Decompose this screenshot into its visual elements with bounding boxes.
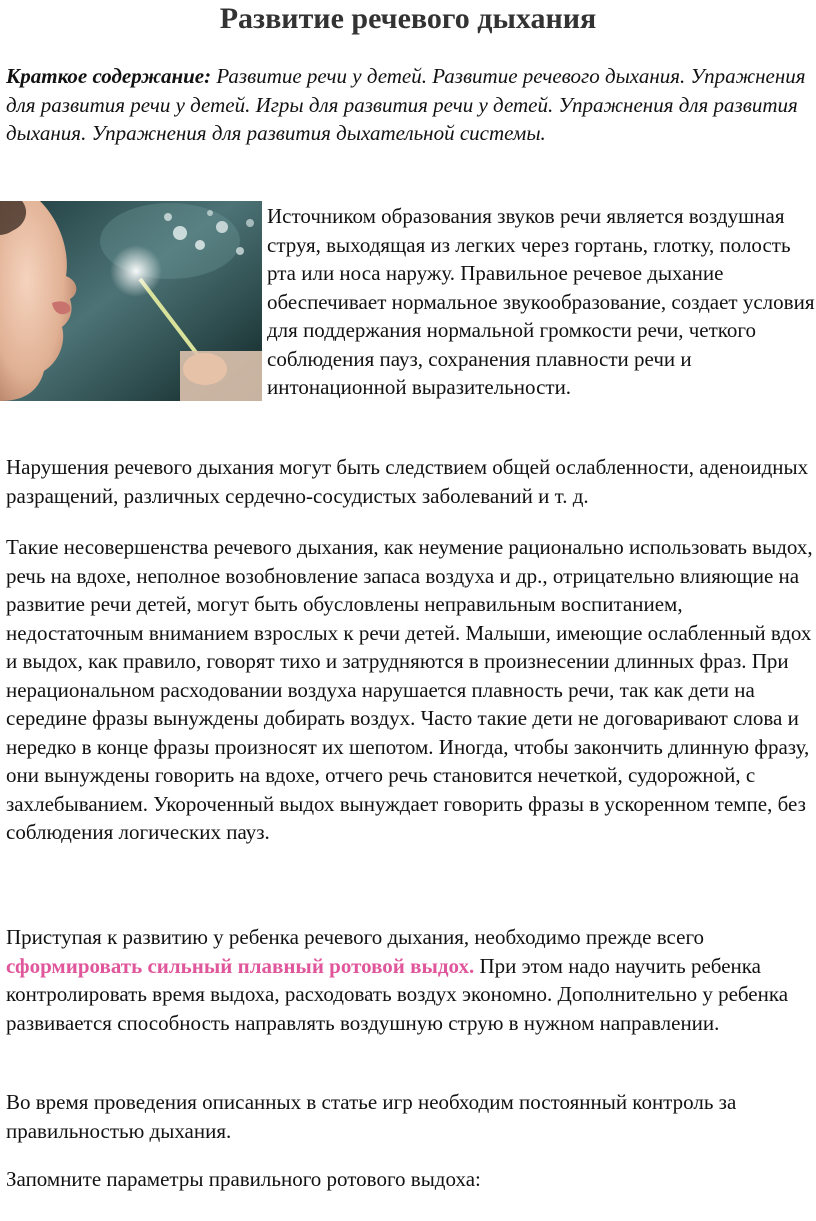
highlighted-phrase: сформировать сильный плавный ротовой выдох.: [6, 953, 475, 978]
summary-label: Краткое содержание:: [6, 64, 212, 88]
photo-illustration: [0, 201, 262, 401]
paragraph-5: Запомните параметры правильного ротового выдоха:: [6, 1167, 481, 1191]
paragraph-3: [6, 923, 816, 1037]
summary: [6, 62, 812, 148]
summary-text: Развитие речи у детей. Развитие речевого дыхания. Упражнения для развития речи у детей. Игры для развития речи у детей. Упражнения для развития дыхания. Упражнения для развития дыхательной системы.: [6, 64, 806, 145]
paragraph-side: Источником образования звуков речи является воздушная струя, выходящая из легких через гортань, глотку, полость рта или носа наружу. Правильное речевое дыхание обеспечивает нормальное звукообразование, создает условия для поддержания нормальной громкости речи, четкого соблюдения пауз, сохранения плавности речи и интонационной выразительности.: [267, 204, 815, 399]
child-blowing-dandelion-photo: [0, 201, 262, 401]
page-title: Развитие речевого дыхания: [219, 2, 597, 35]
paragraph-1: Нарушения речевого дыхания могут быть следствием общей ослабленности, аденоидных разращений, различных сердечно-сосудистых заболеваний и т. д.: [6, 455, 809, 508]
paragraph-4: Во время проведения описанных в статье игр необходим постоянный контроль за правильностью дыхания.: [6, 1090, 737, 1143]
paragraph-2: Такие несовершенства речевого дыхания, как неумение рационально использовать выдох, речь на вдохе, неполное возобновление запаса воздуха и др., отрицательно влияющие на развитие речи детей, могут быть обусловлены неправильным воспитанием, недостаточным вниманием взрослых к речи детей. Малыши, имеющие ослабленный вдох и выдох, как правило, говорят тихо и затрудняются в произнесении длинных фраз. При нерациональном расходовании воздуха нарушается плавность речи, так как дети на середине фразы вынуждены добирать воздух. Часто такие дети не договаривают слова и нередко в конце фразы произносят их шепотом. Иногда, чтобы закончить длинную фразу, они вынуждены говорить на вдохе, отчего речь становится нечеткой, судорожной, с захлебыванием. Укороченный выдох вынуждает говорить фразы в ускоренном темпе, без соблюдения логических пауз.: [6, 535, 813, 844]
paragraph-3-start: Приступая к развитию у ребенка речевого дыхания, необходимо прежде всего: [6, 925, 705, 949]
paragraph-3-end: При этом надо научить ребенка контролировать время выдоха, расходовать воздух экономно. Дополнительно у ребенка развивается способность направлять воздушную струю в нужном направлении.: [6, 953, 789, 1035]
